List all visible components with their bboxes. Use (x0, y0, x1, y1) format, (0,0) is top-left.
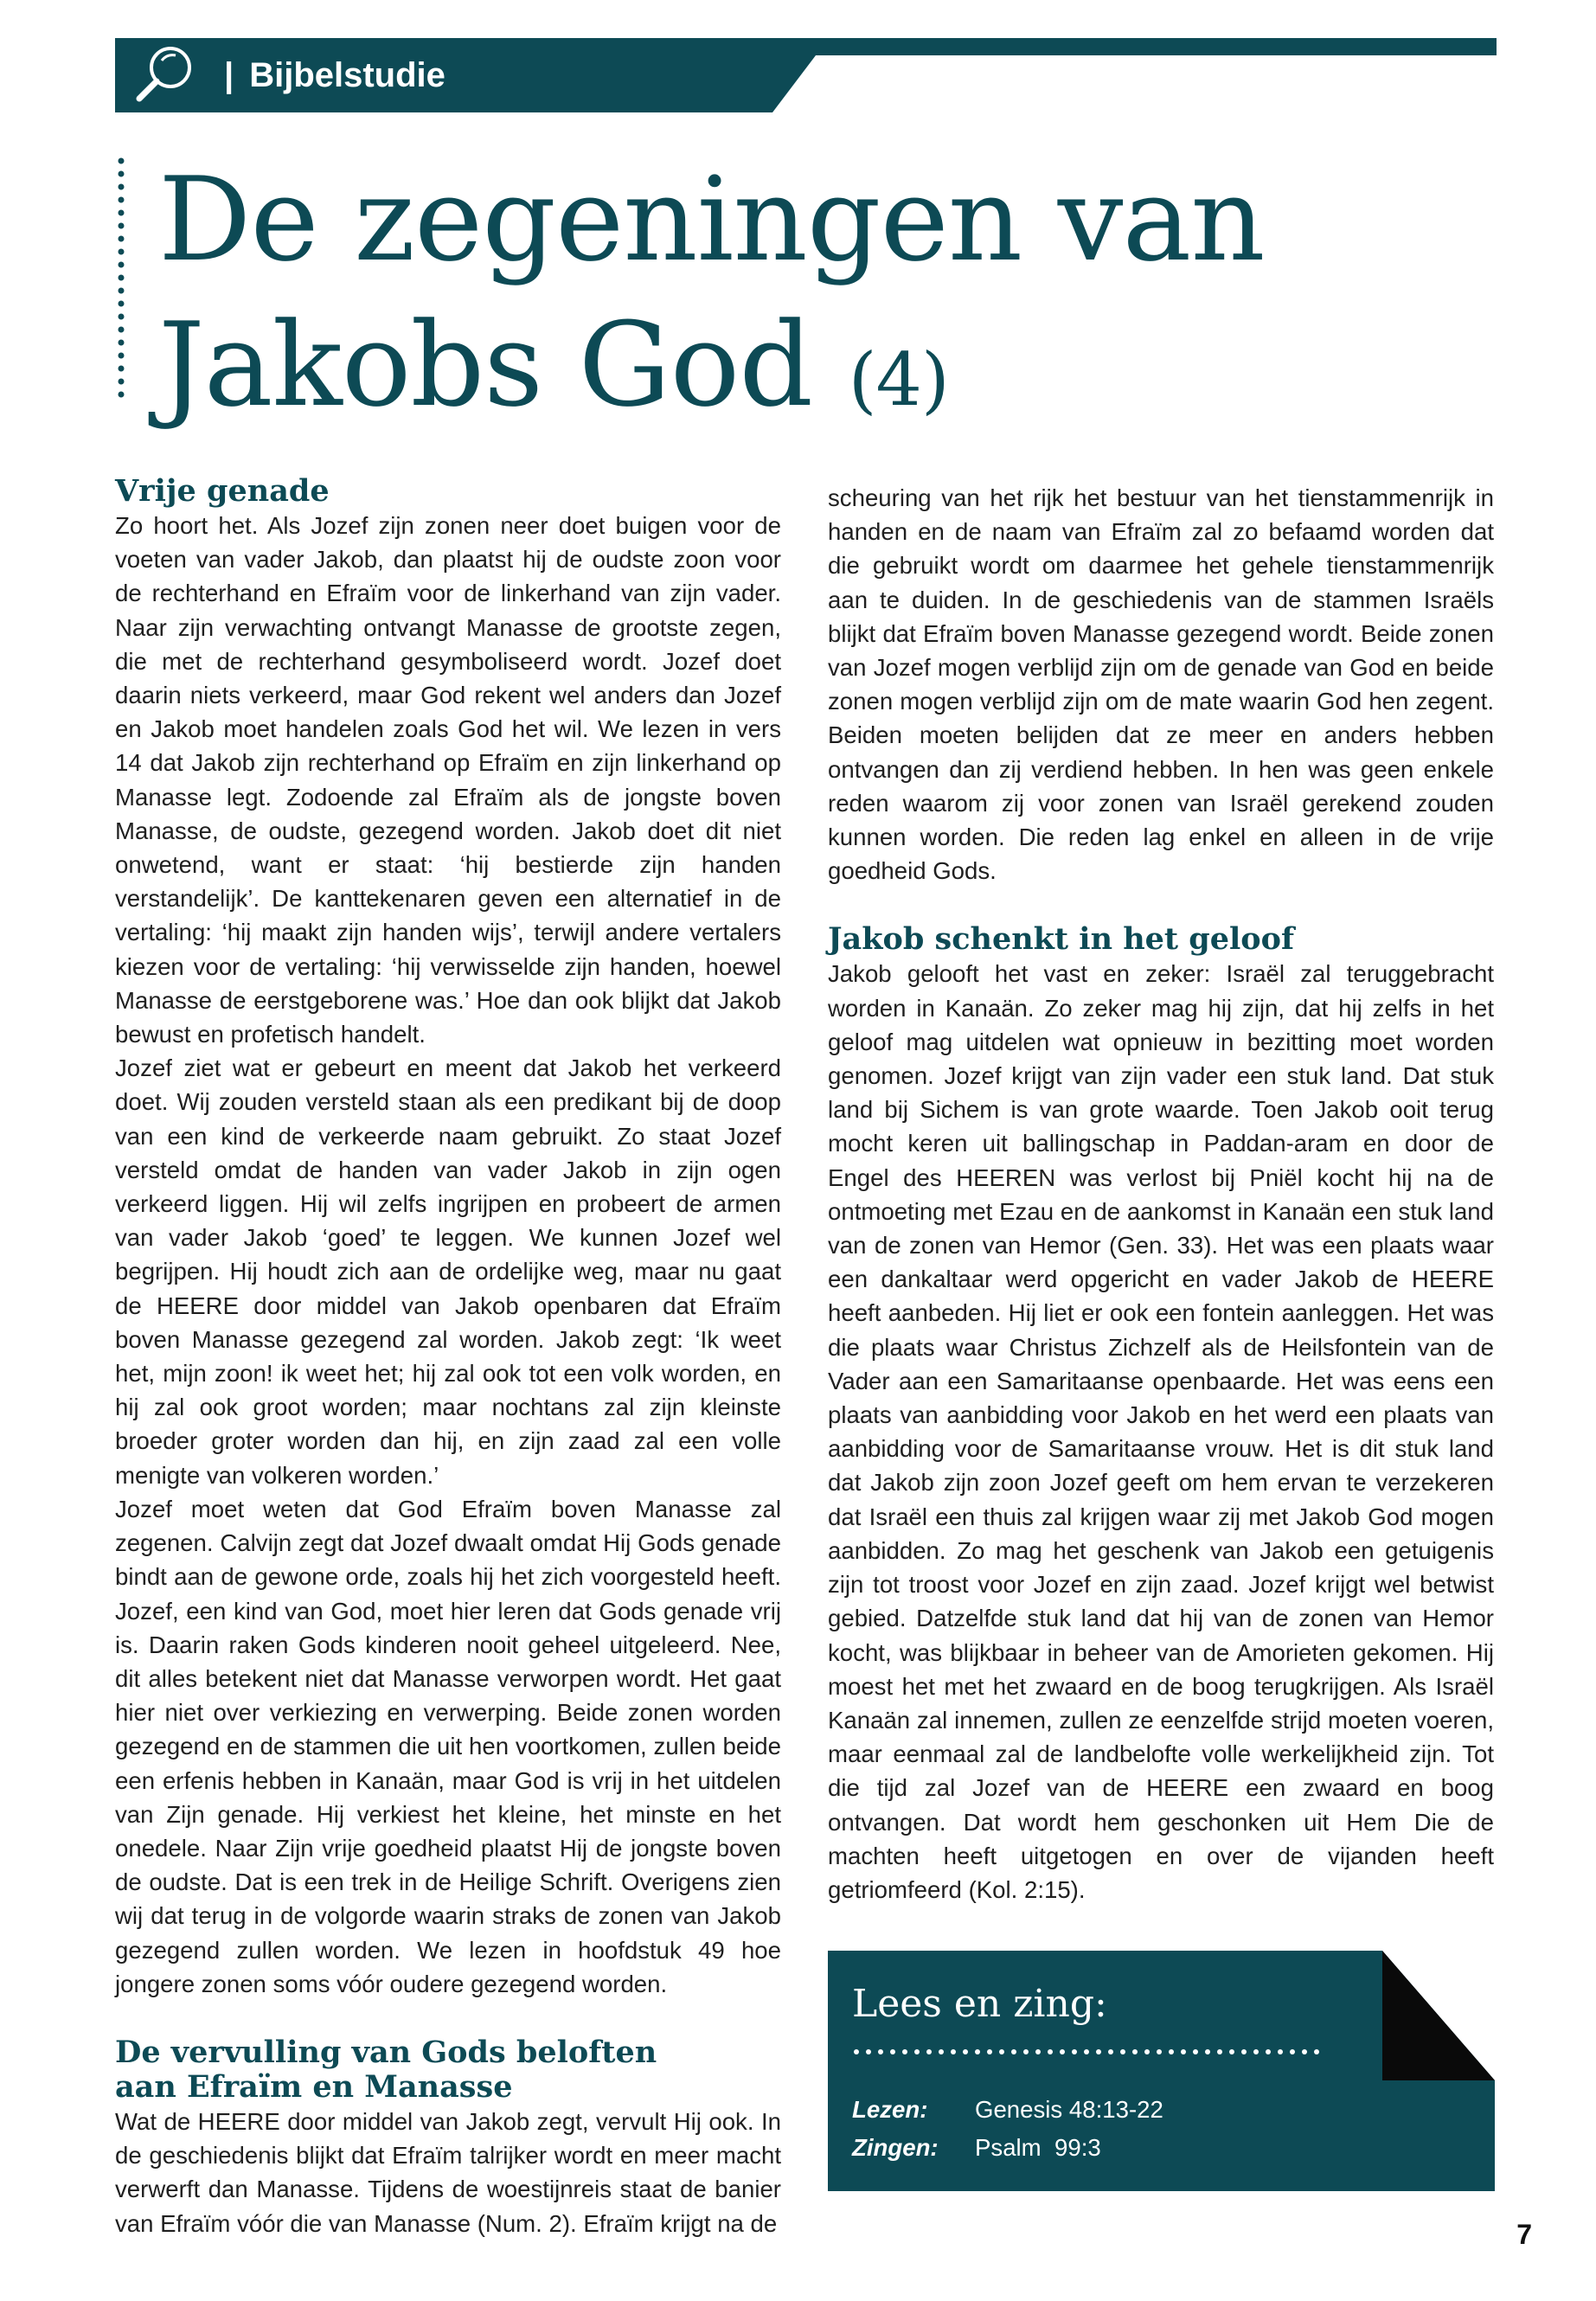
singing-label: Zingen: (852, 2134, 939, 2161)
right-column (828, 481, 1494, 1977)
paragraph-2: Jozef ziet wat er gebeurt en meent dat Jakob het verkeerd doet. Wij zouden versteld staan als een predikant bij de doop van een kind de verkeerde naam gebruikt. Zo staat Jozef versteld omdat de handen van vader Jakob in zijn ogen verkeerd liggen. Hij wil zelfs ingrijpen en probeert de armen van vader Jakob ‘goed’ te leggen. We kunnen Jozef wel begrijpen. Hij houdt zich aan de ordelijke weg, maar nu gaat de HEERE door middel van Jakob openbaren dat Efraïm boven Manasse gezegend zal worden. Jakob zegt: ‘Ik weet het, mijn zoon! ik weet het; hij zal ook tot een volk worden, en hij zal ook groot worden; maar nochtans zal zijn kleinste broeder groter worden dan hij, en zijn zaad zal een volle menigte van volkeren worden.’ (115, 1054, 781, 1489)
box-dotted-rule (852, 2048, 1319, 2056)
singing-value: Psalm 99:3 (975, 2134, 1101, 2161)
paragraph-1: Zo hoort het. Als Jozef zijn zonen neer doet buigen voor de voeten van vader Jakob, dan plaatst hij de oudste zoon voor de rechterhand en Efraïm voor de linkerhand van zijn vader. Naar zijn verwachting ontvangt Manasse de grootste zegen, die met de rechterhand gesymboliseerd wordt. Jozef doet daarin niets verkeerd, maar God rekent wel anders dan Jozef en Jakob moet handelen zoals God het wil. We lezen in vers 14 dat Jakob zijn rechterhand op Efraïm en zijn linkerhand op Manasse legt. Zodoende zal Efraïm als de jongste boven Manasse, de oudste, gezegend worden. Jakob doet dit niet onwetend, want er staat: ‘hij bestierde zijn handen verstandelijk’. De kanttekenaren geven een alternatief in de vertaling: ‘hij maakt zijn handen wijs’, terwijl andere vertalers kiezen voor de vertaling: ‘hij verwisselde zijn handen, hoewel Manasse de eerstgeborene was.’ Hoe dan ook blijkt dat Jakob bewust en profetisch handelt. (115, 512, 781, 1048)
heading-vrije-genade: Vrije genade (115, 473, 330, 509)
magnifier-icon (132, 43, 202, 108)
heading-vervulling (115, 2035, 781, 2105)
heading-jakob-schenkt: Jakob schenkt in het geloof (828, 921, 1295, 958)
heading-vervulling-line-2: aan Efraïm en Manasse (115, 2068, 513, 2105)
header-content (132, 45, 445, 106)
paragraph-5: scheuring van het rijk het bestuur van het tienstammenrijk in handen en de naam van Efraïm zal zo befaamd worden dat die gebruikt wordt om daarmee het gehele tienstammenrijk aan te duiden. In de geschiedenis van de stammen Israëls blijkt dat Efraïm boven Manasse gezegend wordt. Beide zonen van Jozef mogen verblijd zijn om de genade van God en beide zonen mogen verblijd zijn om de mate waarin God hen zegent. Beiden moeten belijden dat ze meer en anders hebben ontvangen dan zij verdiend hebben. In hen was geen enkele reden waarom zij voor zonen van Israël gerekend zouden kunnen worden. Die reden lag enkel en alleen in de vrije goedheid Gods. (828, 484, 1494, 885)
page-number: 7 (1516, 2219, 1532, 2250)
header-separator: | (224, 55, 234, 94)
paragraph-4: Wat de HEERE door middel van Jakob zegt, vervult Hij ook. In de geschiedenis blijkt dat Efraïm talrijker wordt en meer macht verwerft dan Manasse. Tijdens de woestijnreis staat de banier van Efraïm vóór die van Manasse (Num. 2). Efraïm krijgt na de (115, 2107, 781, 2237)
paragraph-3: Jozef moet weten dat God Efraïm boven Manasse zal zegenen. Calvijn zegt dat Jozef dwaalt omdat Hij Gods genade bindt aan de gewone orde, zoals hij het zich voorgesteld heeft. Jozef, een kind van God, moet hier leren dat Gods genade vrij is. Daarin raken Gods kinderen nooit geheel uitgeleerd. Nee, dit alles betekent niet dat Manasse verworpen wordt. Het gaat hier niet over verkiezing en verwerping. Beide zonen worden gezegend en de stammen die uit hen voortkomen, zullen beide een erfenis hebben in Kanaän, maar God is vrij in het uitdelen van Zijn genade. Hij verkiest het kleine, het minste en het onedele. Naar Zijn vrije goedheid plaatst Hij de jongste boven de oudste. Dat is een trek in de Heilige Schrift. Overigens zien wij dat terug in de volgorde waarin straks de zonen van Jakob gezegend zullen worden. We lezen in hoofdstuk 49 hoe jongere zonen soms vóór oudere gezegend worden. (115, 1495, 781, 1997)
reading-row (852, 2096, 1163, 2124)
title-part-number: (4) (848, 337, 949, 422)
left-column (115, 474, 781, 2240)
box-corner-fold (1382, 1951, 1495, 2080)
article-title (158, 147, 1265, 452)
lees-en-zing-box (828, 1951, 1495, 2191)
paragraph-6: Jakob gelooft het vast en zeker: Israël zal teruggebracht worden in Kanaän. Zo zeker mag hij zijn, dat hij zelfs in het geloof mag uitdelen wat opnieuw in bezitting moet worden genomen. Jozef krijgt van zijn vader een stuk land. Dat stuk land bij Sichem is van grote waarde. Toen Jakob ooit terug mocht keren uit ballingschap in Paddan-aram en door de Engel des HEEREN was verlost bij Pniël kocht hij na de ontmoeting met Ezau en de aankomst in Kanaän een stuk land van de zonen van Hemor (Gen. 33). Het was een plaats waar een dankaltaar werd opgericht en vader Jakob de HEERE heeft aanbeden. Hij liet er ook een fontein aanleggen. Het was die plaats waar Christus Zichzelf als de Heilsfontein van de Vader aan een Samaritaanse openbaarde. Het was eens een plaats van aanbidding voor Jakob en het werd een plaats van aanbidding voor de Samaritaanse vrouw. Het is dit stuk land dat Jakob zijn zoon Jozef geeft om hem ervan te verzekeren dat Israël een thuis zal krijgen waar zij met Jakob God mogen aanbidden. Zo mag het geschenk van Jakob een getuigenis zijn tot troost voor Jozef en zijn zaad. Jozef krijgt wel betwist gebied. Datzelfde stuk land dat hij van de zonen van Hemor kocht, was blijkbaar in beheer van de Amorieten gekomen. Hij moest het met het zwaard en de boog terugkrijgen. Als Israël Kanaän zal innemen, zullen ze eenzelfde strijd moeten voeren, maar eenmaal zal de landbelofte volle werkelijkheid zijn. Tot die tijd zal Jozef van de HEERE een zwaard en boog ontvangen. Dat wordt hem geschonken uit Hem Die de machten heeft uitgetogen en over de vijanden heeft getriomfeerd (Kol. 2:15). (828, 960, 1494, 1903)
singing-row (852, 2134, 1101, 2162)
heading-vervulling-line-1: De vervulling van Gods beloften (115, 2034, 657, 2070)
dotted-rule (115, 156, 127, 407)
reading-label: Lezen: (852, 2096, 928, 2123)
box-title: Lees en zing: (852, 1982, 1107, 2026)
section-label: Bijbelstudie (249, 55, 445, 94)
reading-value: Genesis 48:13-22 (975, 2096, 1163, 2123)
title-line-1: De zegeningen van (158, 152, 1265, 287)
section-header-bar (115, 38, 1497, 112)
title-line-2: Jakobs God (158, 298, 813, 433)
